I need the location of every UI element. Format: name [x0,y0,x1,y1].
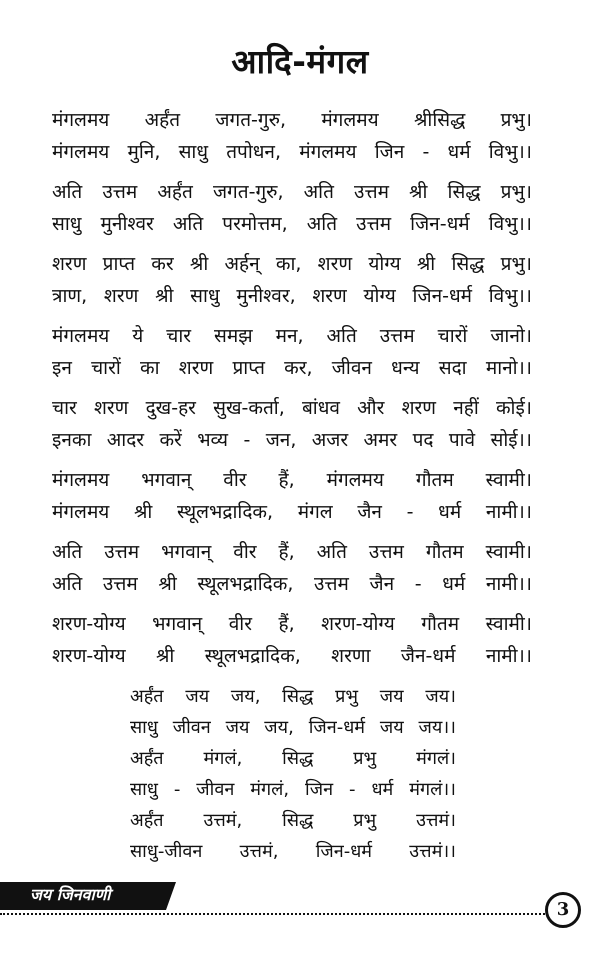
verse-line: चार शरण दुख-हर सुख-कर्ता, बांधव और शरण नहीं कोई। [52,397,532,419]
verse-block [52,104,532,680]
chorus-block [130,681,456,867]
page-number: 3 [545,892,581,928]
verse-line: इन चारों का शरण प्राप्त कर, जीवन धन्य सदा मानो।। [52,357,532,379]
chorus-line: अर्हंत जय जय, सिद्ध प्रभु जय जय। [130,686,456,707]
stanza [52,392,532,456]
stanza [52,104,532,168]
chorus-line: अर्हंत उत्तमं, सिद्ध प्रभु उत्तमं। [130,810,456,831]
verse-line: साधु मुनीश्वर अति परमोत्तम, अति उत्तम जिन-धर्म विभु।। [52,213,532,235]
chorus-line: साधु जीवन जय जय, जिन-धर्म जय जय।। [130,717,456,738]
chorus-line: अर्हंत मंगलं, सिद्ध प्रभु मंगलं। [130,748,456,769]
verse-line: मंगलमय ये चार समझ मन, अति उत्तम चारों जानो। [52,325,532,347]
verse-line: अति उत्तम भगवान् वीर हैं, अति उत्तम गौतम स्वामी। [52,541,532,563]
verse-line: शरण प्राप्त कर श्री अर्हन् का, शरण योग्य श्री सिद्ध प्रभु। [52,253,532,275]
verse-line: अति उत्तम श्री स्थूलभद्रादिक, उत्तम जैन - धर्म नामी।। [52,573,532,595]
verse-line: शरण-योग्य श्री स्थूलभद्रादिक, शरणा जैन-धर्म नामी।। [52,645,532,667]
footer-dotted-rule [0,913,548,915]
stanza [52,536,532,600]
chorus-line: साधु-जीवन उत्तमं, जिन-धर्म उत्तमं।। [130,841,456,862]
stanza [52,608,532,672]
page-footer [0,882,600,959]
stanza [52,464,532,528]
verse-line: मंगलमय अर्हंत जगत-गुरु, मंगलमय श्रीसिद्ध प्रभु। [52,109,532,131]
verse-line: मंगलमय श्री स्थूलभद्रादिक, मंगल जैन - धर्म नामी।। [52,501,532,523]
stanza [52,320,532,384]
verse-line: मंगलमय भगवान् वीर हैं, मंगलमय गौतम स्वामी। [52,469,532,491]
chorus-line: साधु - जीवन मंगलं, जिन - धर्म मंगलं।। [130,779,456,800]
footer-label: जय जिनवाणी [30,885,111,904]
verse-line: त्राण, शरण श्री साधु मुनीश्वर, शरण योग्य जिन-धर्म विभु।। [52,285,532,307]
stanza [52,176,532,240]
page-title: आदि-मंगल [231,42,369,81]
verse-line: शरण-योग्य भगवान् वीर हैं, शरण-योग्य गौतम स्वामी। [52,613,532,635]
verse-line: अति उत्तम अर्हंत जगत-गुरु, अति उत्तम श्री सिद्ध प्रभु। [52,181,532,203]
verse-line: इनका आदर करें भव्य - जन, अजर अमर पद पावे सोई।। [52,429,532,451]
stanza [52,248,532,312]
verse-line: मंगलमय मुनि, साधु तपोधन, मंगलमय जिन - धर्म विभु।। [52,141,532,163]
